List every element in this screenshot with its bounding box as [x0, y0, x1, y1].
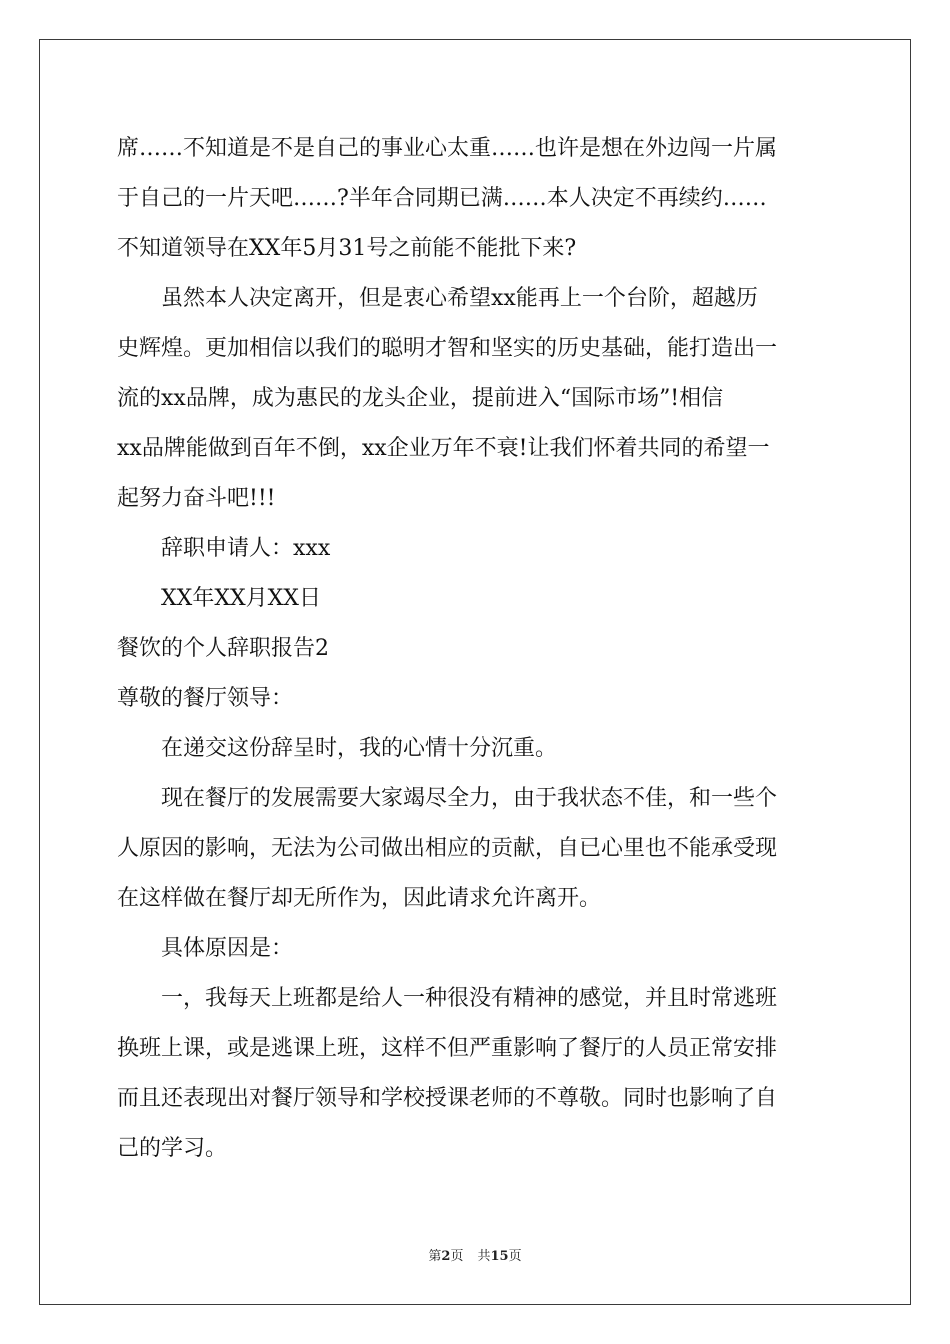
text-line: xx品牌能做到百年不倒，xx企业万年不衰!让我们怀着共同的希望一: [117, 436, 770, 461]
text-line: 人原因的影响，无法为公司做出相应的贡献，自已心里也不能承受现: [117, 836, 778, 861]
page-border: [39, 39, 911, 1305]
text-line: 在这样做在餐厅却无所作为，因此请求允许离开。: [117, 886, 602, 911]
signature-date: XX年XX月XX日: [117, 586, 321, 611]
page-footer: 第2页 共15页: [428, 1249, 522, 1264]
text-line: 不知道领导在XX年5月31号之前能不能批下来?: [117, 236, 577, 261]
text-line: 流的xx品牌，成为惠民的龙头企业，提前进入“国际市场”!相信: [117, 386, 724, 411]
text-line: 虽然本人决定离开，但是衷心希望xx能再上一个台阶，超越历: [117, 286, 758, 311]
text-line: 于自己的一片天吧……?半年合同期已满……本人决定不再续约……: [117, 186, 767, 211]
text-line: 在递交这份辞呈时，我的心情十分沉重。: [117, 736, 558, 761]
text-line: 而且还表现出对餐厅领导和学校授课老师的不尊敬。同时也影响了自: [117, 1086, 778, 1111]
text-line: 起努力奋斗吧!!!: [117, 486, 276, 511]
text-line: 具体原因是：: [117, 936, 294, 961]
signature-applicant: 辞职申请人：xxx: [117, 536, 331, 561]
text-line: 己的学习。: [117, 1136, 228, 1161]
text-line: 一，我每天上班都是给人一种很没有精神的感觉，并且时常逃班: [117, 986, 778, 1011]
total-pages: 15: [490, 1249, 509, 1264]
section-title: 餐饮的个人辞职报告2: [117, 636, 329, 661]
text-line: 换班上课，或是逃课上班，这样不但严重影响了餐厅的人员正常安排: [117, 1036, 778, 1061]
text-line: 现在餐厅的发展需要大家竭尽全力，由于我状态不佳，和一些个: [117, 786, 778, 811]
text-line: 史辉煌。更加相信以我们的聪明才智和坚实的历史基础，能打造出一: [117, 336, 778, 361]
page-number: 2: [441, 1249, 451, 1264]
salutation: 尊敬的餐厅领导：: [117, 686, 294, 711]
text-line: 席……不知道是不是自己的事业心太重……也许是想在外边闯一片属: [117, 136, 778, 161]
